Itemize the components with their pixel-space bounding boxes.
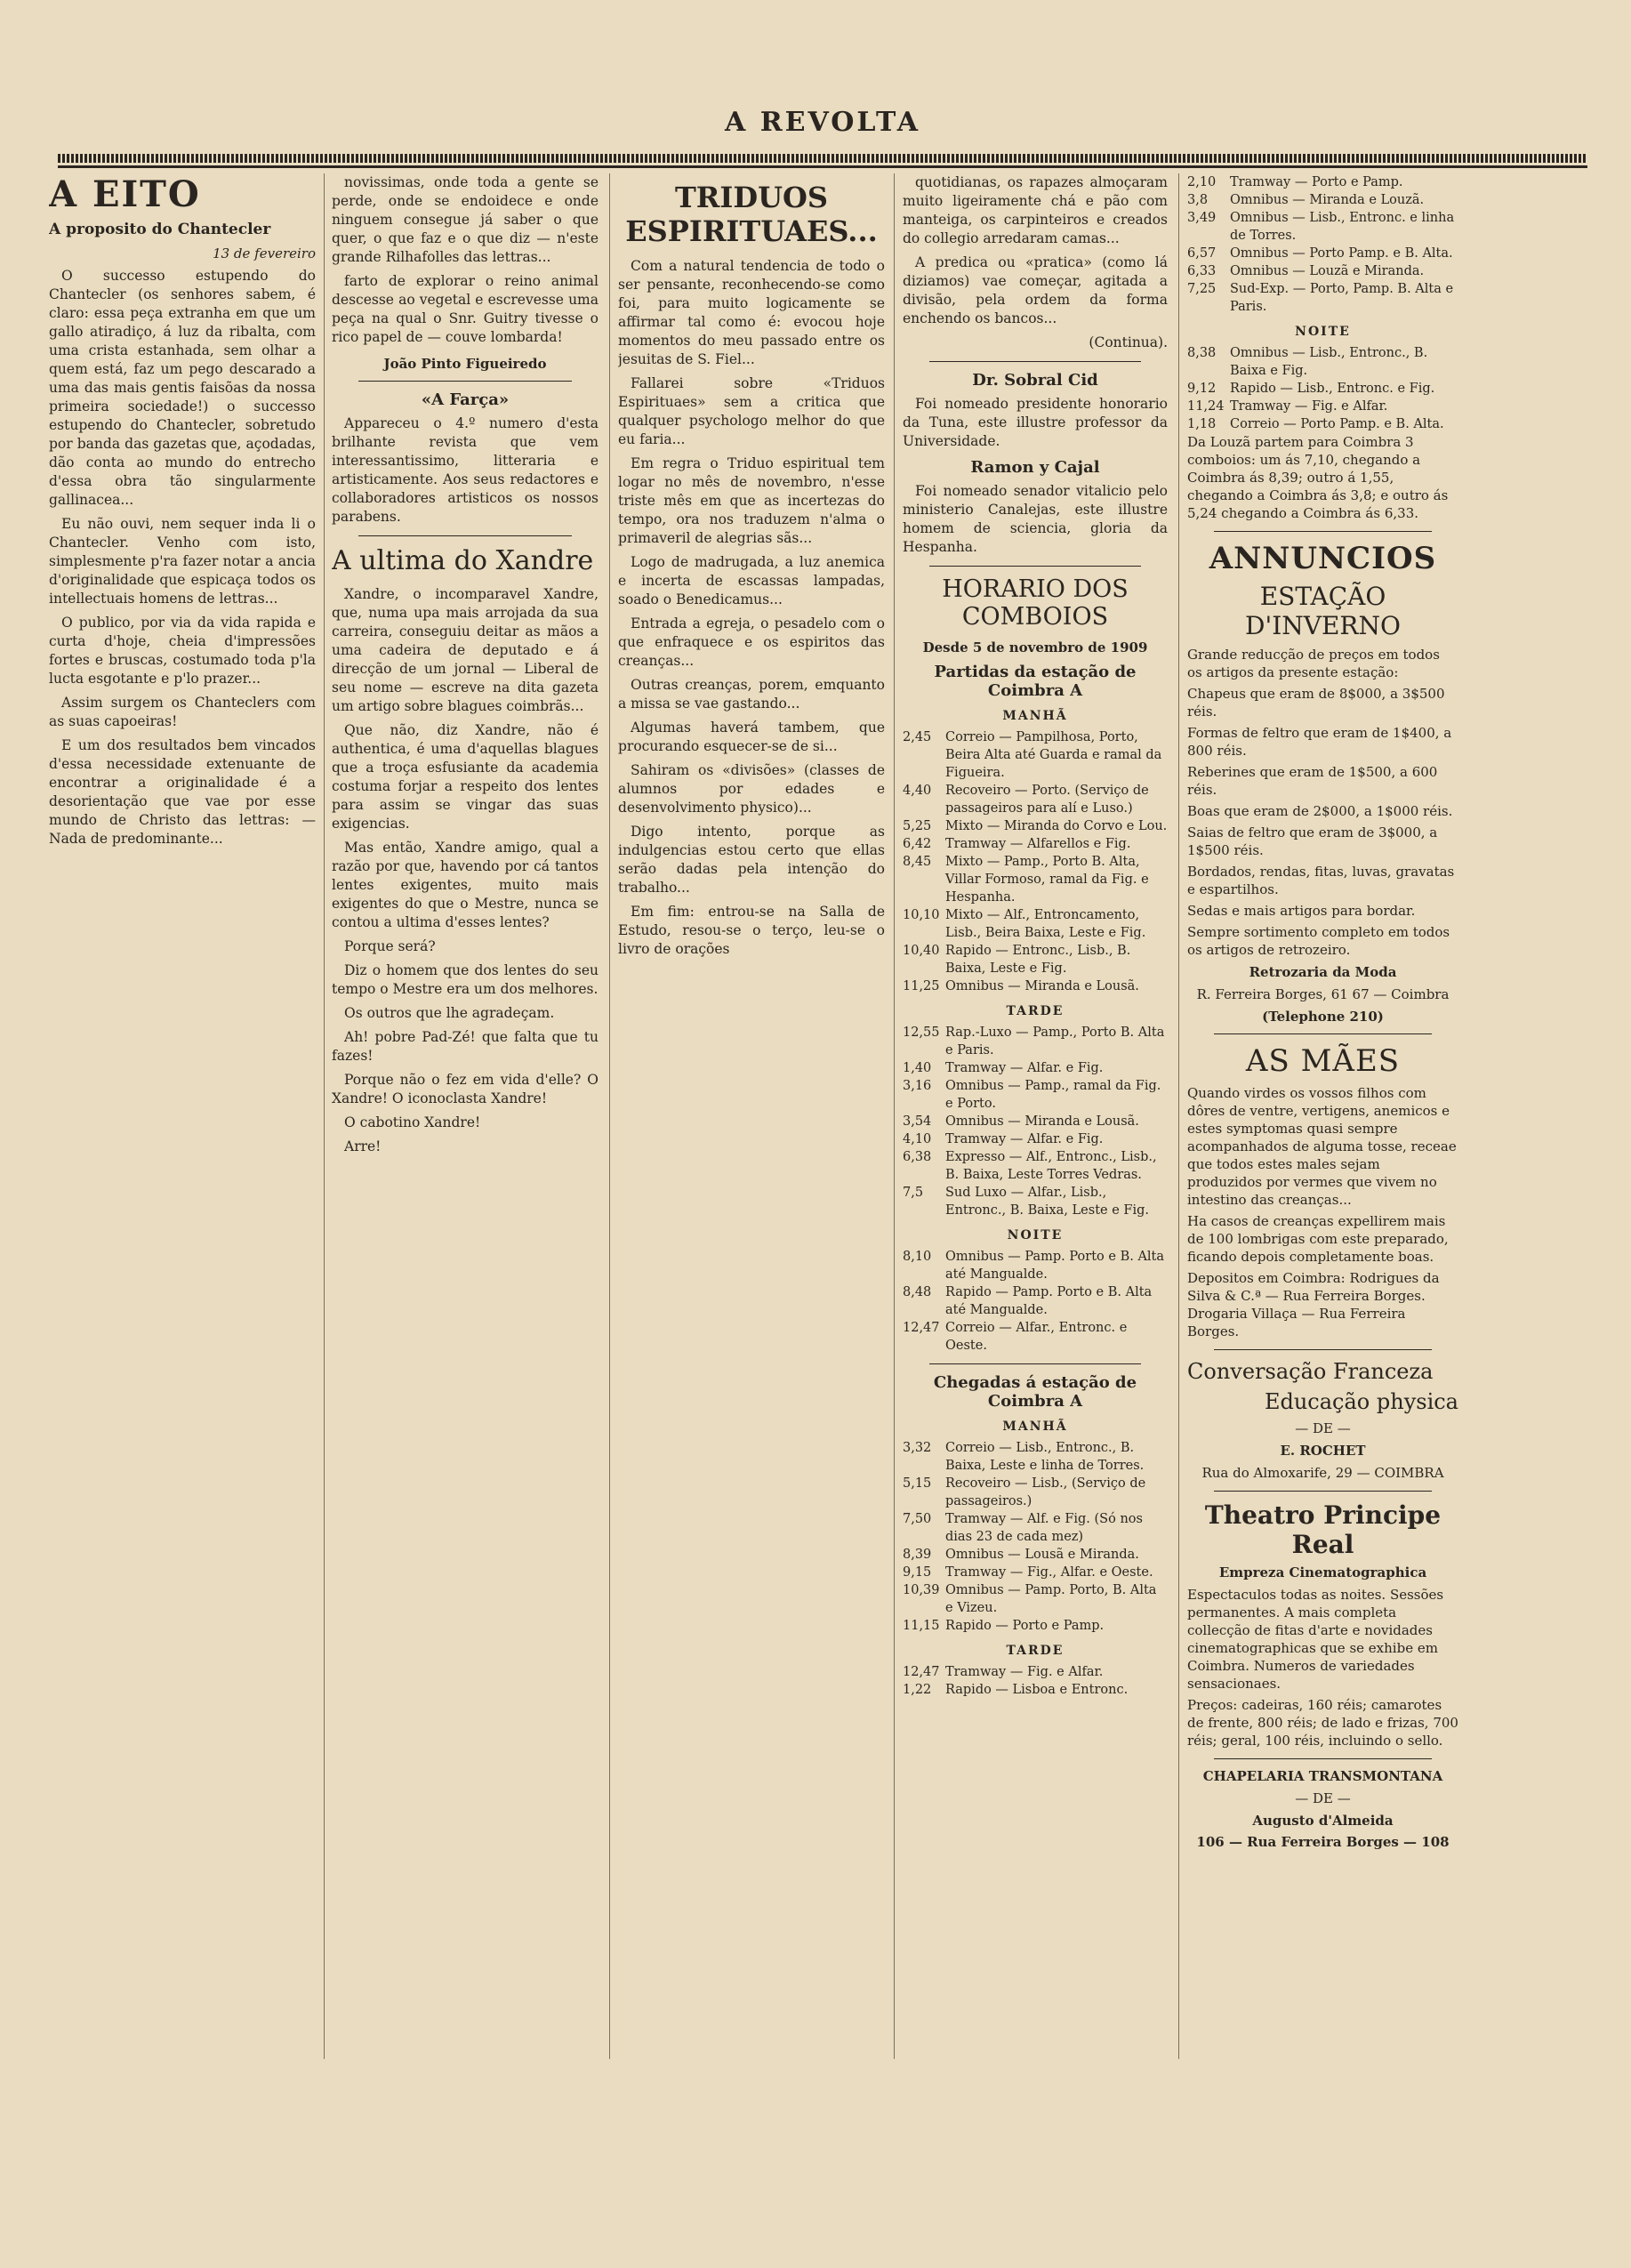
paragraph: Que não, diz Xandre, não é authentica, é uma d'aquellas blagues que a troça esfusiante da academia costuma forjar a respeito dos lentes para assim se vingar das suas exigencias.	[332, 722, 599, 832]
paragraph: Em regra o Triduo espiritual tem logar no mês de novembro, n'esse triste mês em que as incertezas do tempo, ora nos traduzem n'alma o primaveril de alegrias sãs...	[618, 455, 885, 546]
timetable-row	[1187, 398, 1458, 415]
ad-line: Grande reducção de preços em todos os artigos da presente estação:	[1187, 647, 1440, 680]
paragraph: Xandre, o incomparavel Xandre, que, numa upa mais arrojada da sua carreira, conseguiu deitar as mãos a uma cadeira de deputado e á direcção de um jornal — Liberal de seu nome — escreve na dita gazeta um artigo sobre blagues coimbrãs...	[332, 586, 599, 714]
timetable-route: Recoveiro — Lisb., (Serviço de passageiros.)	[945, 1476, 1146, 1508]
timetable-row	[903, 977, 1168, 995]
timetable-time: 3,8	[1187, 193, 1209, 207]
timetable-row	[903, 817, 1168, 835]
separator	[1214, 1349, 1432, 1350]
timetable-list	[903, 1024, 1168, 1219]
timetable-section: Chegadas á estação de Coimbra A	[933, 1373, 1137, 1411]
paragraph: E um dos resultados bem vincados d'essa necessidade extenuante de encontrar a originalidade é a desorientação que vae por esse mundo de Christo das lettras: — Nada de predominante...	[49, 737, 316, 847]
paragraph: Outras creanças, porem, emquanto a missa se vae gastando...	[618, 677, 885, 712]
timetable-time: 9,12	[1187, 382, 1217, 396]
timetable-row	[1187, 173, 1458, 191]
timetable-route: Omnibus — Miranda e Lousã.	[945, 979, 1139, 993]
separator	[1214, 1758, 1432, 1759]
timetable-route: Sud Luxo — Alfar., Lisb., Entronc., B. Baixa, Leste e Fig.	[945, 1186, 1149, 1218]
timetable-route: Omnibus — Porto Pamp. e B. Alta.	[1230, 246, 1453, 261]
column-2	[332, 173, 599, 1162]
paragraph: Appareceu o 4.º numero d'esta brilhante revista que vem interessantissimo, litteraria e artisticamente. Aos seus redactores e collaboradores artisticos os nossos parabens.	[332, 415, 599, 525]
timetable-route: Rapido — Lisboa e Entronc.	[945, 1683, 1129, 1697]
timetable-time: 7,5	[903, 1186, 924, 1200]
timetable-time: 1,40	[903, 1061, 932, 1075]
paragraph: Com a natural tendencia de todo o ser pensante, reconhecendo-se como foi, para muito logicamente se affirmar tal como é: evocou hoje momentos do meu passado entre os jesuitas de S. Fiel...	[618, 258, 885, 367]
timetable-list	[1187, 173, 1458, 316]
column-4	[903, 173, 1168, 1699]
timetable-route: Rapido — Pamp. Porto e B. Alta até Mangualde.	[945, 1285, 1153, 1317]
timetable-list	[1187, 344, 1458, 433]
timetable-route: Expresso — Alf., Entronc., Lisb., B. Baixa, Leste Torres Vedras.	[945, 1150, 1157, 1182]
paragraph: Diz o homem que dos lentes do seu tempo o Mestre era um dos melhores.	[332, 962, 599, 997]
timetable-period: MANHÃ	[1002, 1420, 1068, 1434]
timetable-route: Omnibus — Miranda e Lousã.	[945, 1114, 1139, 1129]
separator	[358, 535, 572, 536]
timetable-row	[903, 728, 1168, 782]
timetable-title: HORARIO DOS COMBOIOS	[942, 575, 1129, 631]
paragraph: Fallarei sobre «Triduos Espirituaes» sem a critica que qualquer psychologo melhor do que eu faria...	[618, 375, 885, 447]
ad-text: Espectaculos todas as noites. Sessões permanentes. A mais completa collecção de fitas d'arte e novidades cinematographicas que se exhibe em Coimbra. Numeros de variedades sensacionaes.	[1187, 1587, 1444, 1692]
timetable-route: Tramway — Alfar. e Fig.	[945, 1061, 1104, 1075]
article-title: A EITO	[49, 173, 201, 215]
timetable-route: Tramway — Fig., Alfar. e Oeste.	[945, 1565, 1153, 1580]
signature: João Pinto Figueiredo	[383, 356, 547, 372]
timetable-period: NOITE	[1007, 1228, 1064, 1243]
timetable-row	[903, 835, 1168, 853]
timetable-route: Tramway — Porto e Pamp.	[1230, 175, 1403, 189]
timetable-row	[903, 1024, 1168, 1059]
timetable-time: 3,54	[903, 1114, 932, 1129]
timetable-route: Tramway — Alfarellos e Fig.	[945, 837, 1131, 851]
timetable-row	[1187, 415, 1458, 433]
ads-header: ANNUNCIOS	[1209, 541, 1437, 576]
timetable-row	[903, 1564, 1168, 1581]
timetable-row	[1187, 191, 1458, 209]
ad-subtitle: Empreza Cinematographica	[1218, 1564, 1427, 1580]
timetable-route: Tramway — Alfar. e Fig.	[945, 1132, 1104, 1146]
ad-line: Chapeus que eram de 8$000, a 3$500 réis.	[1187, 686, 1445, 720]
timetable-row	[903, 942, 1168, 977]
timetable-time: 6,33	[1187, 264, 1217, 278]
timetable-time: 7,50	[903, 1512, 932, 1526]
timetable-period: NOITE	[1295, 325, 1351, 339]
timetable-time: 12,47	[903, 1665, 940, 1679]
timetable-row	[1187, 245, 1458, 262]
paragraph: Porque será?	[344, 938, 436, 954]
ad-line: Sempre sortimento completo em todos os artigos de retrozeiro.	[1187, 924, 1450, 958]
newspaper-page	[49, 84, 1596, 2237]
timetable-route: Correio — Alfar., Entronc. e Oeste.	[945, 1321, 1128, 1353]
timetable-row	[903, 1681, 1168, 1699]
article-title: TRIDUOS ESPIRITUAES...	[625, 181, 878, 248]
paragraph: Os outros que lhe agradeçam.	[344, 1005, 555, 1021]
timetable-route: Tramway — Alf. e Fig. (Só nos dias 23 de cada mez)	[945, 1512, 1143, 1544]
column-divider	[1178, 173, 1179, 2059]
timetable-period: TARDE	[1006, 1644, 1065, 1658]
timetable-time: 8,10	[903, 1250, 932, 1264]
timetable-period: MANHÃ	[1002, 709, 1068, 723]
ad-title: CHAPELARIA TRANSMONTANA	[1202, 1768, 1443, 1784]
paragraph: O publico, por via da vida rapida e curta d'hoje, cheia d'impressões fortes e bruscas, costumado toda p'la lucta esgotante e p'lo prazer...	[49, 615, 316, 687]
timetable-list	[903, 1248, 1168, 1355]
ad-address: Rua do Almoxarife, 29 — COIMBRA	[1201, 1465, 1444, 1481]
timetable-time: 6,42	[903, 837, 932, 851]
paragraph: Eu não ouvi, nem sequer inda li o Chantecler. Venho com isto, simplesmente p'ra fazer notar a ancia d'originalidade que espicaça todos os intellectuais homens de lettras...	[49, 516, 316, 607]
timetable-route: Mixto — Miranda do Corvo e Lou.	[945, 819, 1168, 833]
timetable-time: 10,39	[903, 1583, 940, 1597]
timetable-time: 5,15	[903, 1476, 932, 1491]
timetable-section: Partidas da estação de Coimbra A	[934, 663, 1137, 700]
paragraph: Mas então, Xandre amigo, qual a razão por que, havendo por cá tantos lentes exigentes, muito mais exigentes do que o Mestre, nunca se contou a ultima d'esses lentes?	[332, 840, 599, 930]
timetable-row	[903, 906, 1168, 942]
timetable-row	[903, 1130, 1168, 1148]
column-5	[1187, 173, 1458, 1855]
paragraph: O successo estupendo do Chantecler (os senhores sabem, é claro: essa peça extranha em que um gallo atiradiço, á luz da ribalta, com uma crista estanhada, sem olhar a quem está, faz um pego descarado a uma das mais gentis faisõas da nossa primeira sociedade!) o successo estupendo do Chantecler, sobretudo por banda das gazetas que, açodadas, dão conta ao mundo do entrecho d'essa obra tão singularmente gallinacea...	[49, 268, 316, 508]
paragraph: O cabotino Xandre!	[344, 1114, 481, 1130]
separator	[929, 1363, 1141, 1364]
separator	[929, 361, 1141, 362]
timetable-time: 3,32	[903, 1441, 932, 1455]
article-date: 13 de fevereiro	[213, 245, 316, 261]
timetable-time: 6,57	[1187, 246, 1217, 261]
timetable-time: 8,39	[903, 1548, 932, 1562]
timetable-row	[903, 1475, 1168, 1510]
timetable-time: 8,48	[903, 1285, 932, 1299]
timetable-row	[903, 1148, 1168, 1184]
separator	[1214, 1491, 1432, 1492]
timetable-list	[903, 1439, 1168, 1635]
paragraph: Sahiram os «divisões» (classes de alumnos por edades e desenvolvimento physico)...	[618, 762, 885, 816]
timetable-time: 2,10	[1187, 175, 1217, 189]
timetable-time: 11,15	[903, 1619, 940, 1633]
separator	[1214, 1033, 1432, 1034]
timetable-row	[903, 1617, 1168, 1635]
timetable-time: 10,10	[903, 908, 940, 922]
timetable-row	[903, 1077, 1168, 1113]
column-divider	[894, 173, 895, 2059]
timetable-time: 4,40	[903, 784, 932, 798]
timetable-row	[1187, 209, 1458, 245]
column-divider	[324, 173, 325, 2059]
paragraph: Assim surgem os Chanteclers com as suas capoeiras!	[49, 695, 316, 729]
timetable-route: Correio — Pampilhosa, Porto, Beira Alta até Guarda e ramal da Figueira.	[945, 730, 1162, 780]
timetable-route: Rapido — Lisb., Entronc. e Fig.	[1230, 382, 1435, 396]
timetable-time: 10,40	[903, 944, 940, 958]
timetable-route: Correio — Lisb., Entronc., B. Baixa, Leste e linha de Torres.	[945, 1441, 1145, 1473]
paragraph: Ah! pobre Pad-Zé! que falta que tu fazes!	[332, 1029, 599, 1064]
timetable-row	[903, 1248, 1168, 1283]
paragraph: Entrada a egreja, o pesadelo com o que enfraquece e os espiritos das creanças...	[618, 615, 885, 669]
paragraph: Logo de madrugada, a luz anemica e incerta de escassas lampadas, soado o Benedicamus...	[618, 554, 885, 607]
masthead-rule	[58, 154, 1587, 163]
ad-telephone: (Telephone 210)	[1262, 1009, 1384, 1025]
timetable-route: Omnibus — Miranda e Louzã.	[1230, 193, 1425, 207]
timetable-time: 3,16	[903, 1079, 932, 1093]
timetable-time: 6,38	[903, 1150, 932, 1164]
separator	[929, 566, 1141, 567]
timetable-time: 5,25	[903, 819, 932, 833]
ad-title: Educação physica	[1264, 1389, 1458, 1414]
ad-de: — DE —	[1295, 1420, 1351, 1436]
paragraph: A predica ou «pratica» (como lá diziamos) vae começar, agitada a divisão, pela ordem da forma enchendo os bancos...	[903, 254, 1168, 326]
timetable-time: 2,45	[903, 730, 932, 744]
timetable-route: Omnibus — Lousã e Miranda.	[945, 1548, 1139, 1562]
timetable-row	[903, 853, 1168, 906]
masthead: A REVOLTA	[724, 107, 920, 138]
timetable-route: Sud-Exp. — Porto, Pamp. B. Alta e Paris.	[1230, 282, 1454, 314]
ad-line: Saias de feltro que eram de 3$000, a 1$500 réis.	[1187, 824, 1438, 858]
ad-title: Conversação Franceza	[1187, 1359, 1434, 1384]
timetable-time: 7,25	[1187, 282, 1217, 296]
column-divider	[609, 173, 610, 2059]
timetable-time: 12,55	[903, 1025, 940, 1040]
timetable-route: Rap.-Luxo — Pamp., Porto B. Alta e Paris.	[945, 1025, 1165, 1058]
timetable-list	[903, 728, 1168, 995]
timetable-row	[903, 1059, 1168, 1077]
timetable-route: Mixto — Pamp., Porto B. Alta, Villar Formoso, ramal da Fig. e Hespanha.	[945, 855, 1149, 905]
timetable-time: 4,10	[903, 1132, 932, 1146]
timetable-time: 1,22	[903, 1683, 932, 1697]
ad-text: Ha casos de creanças expellirem mais de 100 lombrigas com este preparado, ficando depois completamente boas.	[1187, 1213, 1449, 1265]
continua-note: (Continua).	[1089, 334, 1168, 350]
timetable-row	[903, 1439, 1168, 1475]
timetable-time: 12,47	[903, 1321, 940, 1335]
timetable-date: Desde 5 de novembro de 1909	[922, 639, 1148, 655]
timetable-route: Omnibus — Pamp. Porto, B. Alta e Vizeu.	[945, 1583, 1157, 1615]
ad-title: ESTAÇÃO D'INVERNO	[1245, 582, 1401, 640]
paragraph: Porque não o fez em vida d'elle? O Xandre! O iconoclasta Xandre!	[332, 1072, 599, 1106]
timetable-list	[903, 1663, 1168, 1699]
ad-text: Preços: cadeiras, 160 réis; camarotes de frente, 800 réis; de lado e frizas, 700 réis; geral, 100 réis, incluindo o sello.	[1187, 1697, 1458, 1749]
timetable-route: Omnibus — Lisb., Entronc., B. Baixa e Fig.	[1230, 346, 1428, 378]
timetable-route: Tramway — Fig. e Alfar.	[945, 1665, 1104, 1679]
timetable-period: TARDE	[1006, 1004, 1065, 1018]
column-1	[49, 173, 316, 854]
timetable-route: Omnibus — Louzã e Miranda.	[1230, 264, 1425, 278]
ad-address: R. Ferreira Borges, 61 67 — Coimbra	[1196, 986, 1450, 1002]
separator	[358, 381, 572, 382]
timetable-route: Mixto — Alf., Entroncamento, Lisb., Beira Baixa, Leste e Fig.	[945, 908, 1146, 940]
article-subtitle: A proposito do Chantecler	[49, 221, 271, 238]
timetable-row	[903, 782, 1168, 817]
timetable-row	[1187, 344, 1458, 380]
paragraph: Foi nomeado presidente honorario da Tuna, este illustre professor da Universidade.	[903, 396, 1168, 449]
timetable-route: Rapido — Entronc., Lisb., B. Baixa, Leste e Fig.	[945, 944, 1131, 976]
paragraph: novissimas, onde toda a gente se perde, onde se endoidece e onde ninguem consegue já saber o que quer, o que faz e o que diz — n'este grande Rilhafolles das lettras...	[332, 174, 599, 265]
timetable-row	[903, 1319, 1168, 1355]
paragraph: Digo intento, porque as indulgencias estou certo que ellas serão dadas pela intenção do trabalho...	[618, 824, 885, 896]
section-title: Dr. Sobral Cid	[972, 371, 1098, 390]
section-title: Ramon y Cajal	[970, 458, 1100, 477]
timetable-route: Omnibus — Lisb., Entronc. e linha de Torres.	[1230, 211, 1455, 243]
ad-line: Boas que eram de 2$000, a 1$000 réis.	[1187, 803, 1453, 819]
timetable-row	[903, 1283, 1168, 1319]
ad-de: — DE —	[1295, 1790, 1351, 1806]
ad-title: AS MÃES	[1245, 1043, 1401, 1079]
timetable-route: Omnibus — Pamp. Porto e B. Alta até Mangualde.	[945, 1250, 1165, 1282]
masthead-rule-bottom	[58, 165, 1587, 168]
separator	[1214, 531, 1432, 532]
timetable-time: 1,18	[1187, 417, 1217, 431]
timetable-route: Recoveiro — Porto. (Serviço de passageiros para alí e Luso.)	[945, 784, 1149, 816]
ad-line: Bordados, rendas, fitas, luvas, gravatas e espartilhos.	[1187, 864, 1455, 897]
timetable-time: 3,49	[1187, 211, 1217, 225]
timetable-time: 11,24	[1187, 399, 1225, 414]
timetable-time: 8,45	[903, 855, 932, 869]
paragraph: Em fim: entrou-se na Salla de Estudo, resou-se o terço, leu-se o livro de orações	[618, 904, 885, 957]
ad-name: Augusto d'Almeida	[1252, 1813, 1394, 1829]
paragraph: Da Louzã partem para Coimbra 3 comboios: um ás 7,10, chegando a Coimbra ás 8,39; outro á 1,55, chegando a Coimbra ás 3,8; e outro ás 5,24 chegando a Coimbra ás 6,33.	[1187, 434, 1449, 521]
timetable-row	[903, 1546, 1168, 1564]
ad-line: Sedas e mais artigos para bordar.	[1187, 903, 1416, 919]
timetable-time: 11,25	[903, 979, 940, 993]
timetable-row	[1187, 262, 1458, 280]
paragraph: Arre!	[344, 1138, 382, 1154]
section-title: «A Farça»	[421, 390, 510, 409]
timetable-route: Rapido — Porto e Pamp.	[945, 1619, 1105, 1633]
timetable-row	[1187, 280, 1458, 316]
timetable-time: 8,38	[1187, 346, 1217, 360]
timetable-row	[903, 1581, 1168, 1617]
ad-line: Reberines que eram de 1$500, a 600 réis.	[1187, 764, 1438, 798]
timetable-route: Correio — Porto Pamp. e B. Alta.	[1230, 417, 1444, 431]
ad-shop-name: Retrozaria da Moda	[1249, 964, 1397, 980]
timetable-route: Tramway — Fig. e Alfar.	[1230, 399, 1388, 414]
column-3	[618, 173, 885, 964]
timetable-row	[903, 1113, 1168, 1130]
article-title: A ultima do Xandre	[332, 545, 594, 576]
ad-text: Quando virdes os vossos filhos com dôres de ventre, vertigens, anemicos e estes symptomas quasi sempre acompanhados de alguma tosse, receae que todos estes males sejam produzidos por vermes que vivem no intestino das creanças...	[1187, 1085, 1457, 1208]
paragraph: Algumas haverá tambem, que procurando esquecer-se de si...	[618, 720, 885, 754]
timetable-time: 9,15	[903, 1565, 932, 1580]
paragraph: Foi nomeado senador vitalicio pelo ministerio Canalejas, este illustre homem de sciencia, gloria da Hespanha.	[903, 483, 1168, 555]
ad-address: 106 — Rua Ferreira Borges — 108	[1196, 1834, 1450, 1850]
timetable-row	[903, 1184, 1168, 1219]
paragraph: quotidianas, os rapazes almoçaram muito ligeiramente chá e pão com manteiga, os carpinteiros e creados do collegio arredaram camas...	[903, 174, 1168, 246]
paragraph: farto de explorar o reino animal descesse ao vegetal e escrevesse uma peça na qual o Snr. Guitry tivesse o rico papel de — couve lombarda!	[332, 273, 599, 345]
timetable-row	[903, 1510, 1168, 1546]
ad-text: Depositos em Coimbra: Rodrigues da Silva & C.ª — Rua Ferreira Borges. Drogaria Villaça — Rua Ferreira Borges.	[1187, 1270, 1440, 1339]
timetable-row	[1187, 380, 1458, 398]
timetable-route: Omnibus — Pamp., ramal da Fig. e Porto.	[945, 1079, 1161, 1111]
ad-line: Formas de feltro que eram de 1$400, a 800 réis.	[1187, 725, 1452, 759]
ad-name: E. ROCHET	[1280, 1443, 1366, 1459]
timetable-row	[903, 1663, 1168, 1681]
ad-title: Theatro Principe Real	[1204, 1500, 1442, 1559]
